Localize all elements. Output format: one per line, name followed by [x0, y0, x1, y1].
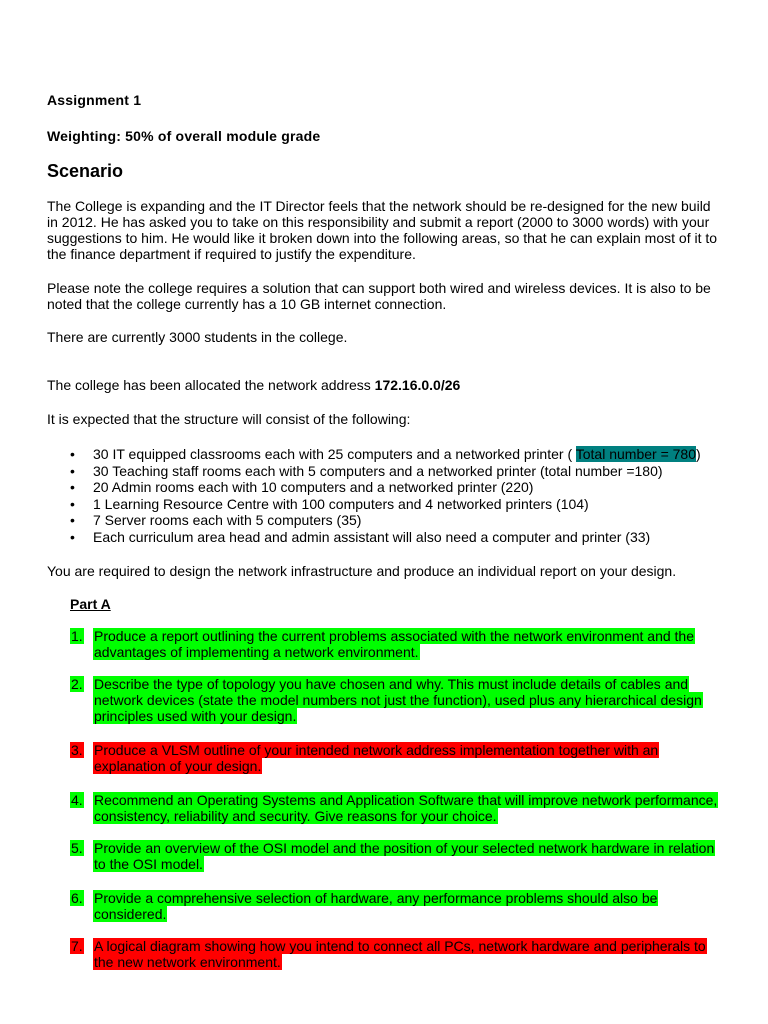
task-text: Describe the type of topology you have chosen and why. This must include details of cables and network devices (state the model numbers not just the function), used plus any hierarchical design principles used with your design.	[94, 676, 702, 724]
list-item: • 1 Learning Resource Centre with 100 computers and 4 networked printers (104)	[70, 495, 589, 512]
assignment-title: Assignment 1	[47, 92, 142, 108]
task-number: 6.	[71, 890, 83, 906]
task-text: A logical diagram showing how you intend to connect all PCs, network hardware and peripherals to the new network environment.	[94, 938, 706, 970]
task-number: 3.	[71, 742, 83, 758]
network-address-paragraph: The college has been allocated the network address 172.16.0.0/26	[47, 377, 461, 393]
task-text: Produce a VLSM outline of your intended network address implementation together with an explanation of your design.	[94, 742, 659, 774]
task-text: Provide a comprehensive selection of hardware, any performance problems should also be considered.	[94, 890, 658, 922]
task-text: Recommend an Operating Systems and Application Software that will improve network performance, consistency, reliability and security. Give reasons for your choice.	[94, 792, 718, 824]
network-address: 172.16.0.0/26	[374, 377, 461, 393]
task-number: 1.	[71, 628, 83, 644]
task-text: Provide an overview of the OSI model and the position of your selected network hardware in relation to the OSI model.	[94, 840, 715, 872]
task-number: 2.	[71, 676, 83, 692]
task-number: 7.	[71, 938, 83, 954]
structure-intro: It is expected that the structure will consist of the following:	[47, 411, 411, 427]
list-item: • 7 Server rooms each with 5 computers (35)	[70, 512, 362, 528]
structure-list	[47, 446, 737, 545]
weighting-line: Weighting: 50% of overall module grade	[47, 128, 321, 144]
part-a-heading: Part A	[70, 596, 111, 612]
list-item: • 30 IT equipped classrooms each with 25 computers and a networked printer ( Total number = 780)	[70, 446, 701, 462]
list-item: • 20 Admin rooms each with 10 computers and a networked printer (220)	[70, 479, 534, 495]
highlighted-total: Total number = 780	[575, 446, 696, 462]
list-item: • 30 Teaching staff rooms each with 5 computers and a networked printer (total number =180)	[70, 462, 663, 479]
task-text: Produce a report outlining the current problems associated with the network environment and the advantages of implementing a network environment.	[94, 628, 695, 660]
requirements-paragraph: Please note the college requires a solution that can support both wired and wireless devices. It is also to be noted that the college currently has a 10 GB internet connection.	[47, 280, 711, 312]
list-item: • Each curriculum area head and admin assistant will also need a computer and printer (33)	[70, 528, 651, 545]
scenario-heading: Scenario	[47, 161, 124, 181]
task-number: 4.	[71, 792, 83, 808]
design-instruction: You are required to design the network infrastructure and produce an individual report on your design.	[47, 563, 677, 579]
intro-paragraph: The College is expanding and the IT Director feels that the network should be re-designed for the new build in 2012. He has asked you to take on this responsibility and submit a report (2000 to 3000 words) with your suggestions to him. He would like it broken down into the following areas, so that he can explain most of it to the finance department if required to justify the expenditure.	[47, 198, 718, 262]
task-number: 5.	[71, 840, 83, 856]
students-paragraph: There are currently 3000 students in the college.	[47, 329, 348, 345]
